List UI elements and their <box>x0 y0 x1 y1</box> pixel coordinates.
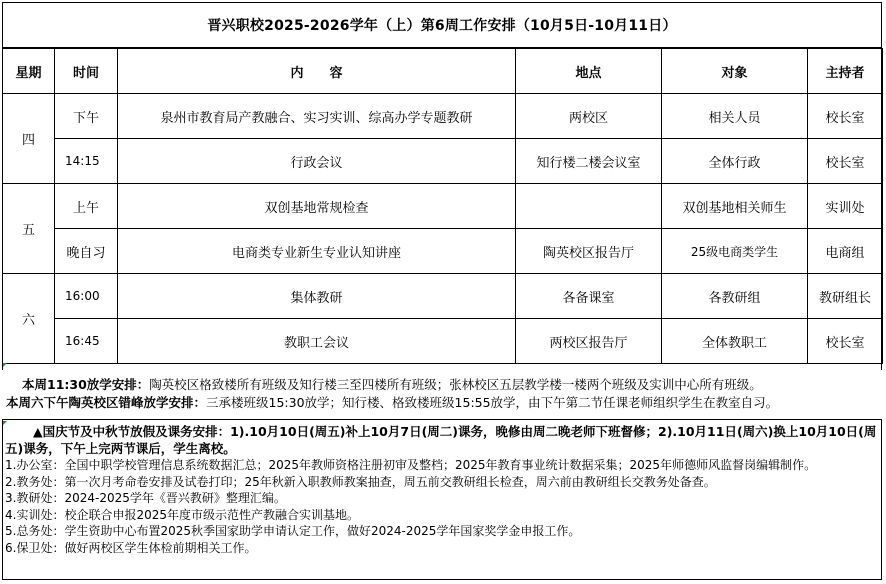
time-cell: 14:15 <box>55 139 118 184</box>
table-row <box>3 139 883 184</box>
content-cell: 泉州市教育局产教融合、实习实训、综高办学专题教研 <box>118 94 516 139</box>
header-time: 时间 <box>55 49 118 94</box>
header-place: 地点 <box>516 49 662 94</box>
schedule-table <box>2 48 883 364</box>
target-cell: 相关人员 <box>662 94 808 139</box>
host-cell: 校长室 <box>808 139 883 184</box>
table-row <box>3 184 883 229</box>
content-cell: 行政会议 <box>118 139 516 184</box>
place-cell: 两校区 <box>516 94 662 139</box>
dept-item-security: 6.保卫处：做好两校区学生体检前期相关工作。 <box>5 540 257 555</box>
host-cell: 校长室 <box>808 94 883 139</box>
holiday-notice <box>2 420 882 580</box>
dept-item-training: 4.实训处：校企联合申报2025年度市级示范性产教融合实训基地。 <box>5 507 359 522</box>
header-target: 对象 <box>662 49 808 94</box>
target-cell: 全体教职工 <box>662 319 808 364</box>
dept-item-general: 5.总务处：学生资助中心布置2025秋季国家助学申请认定工作，做好2024-2025学年国家奖学金申报工作。 <box>5 524 581 539</box>
header-host: 主持者 <box>808 49 883 94</box>
cell-comment-marker <box>3 421 7 425</box>
content-cell: 电商类专业新生专业认知讲座 <box>118 229 516 274</box>
time-cell: 晚自习 <box>55 229 118 274</box>
day-cell: 六 <box>3 274 55 364</box>
content-cell: 双创基地常规检查 <box>118 184 516 229</box>
target-cell: 全体行政 <box>662 139 808 184</box>
table-row <box>3 94 883 139</box>
host-cell: 教研组长 <box>808 274 883 319</box>
header-content: 内 容 <box>118 49 516 94</box>
time-cell: 下午 <box>55 94 118 139</box>
content-cell: 教职工会议 <box>118 319 516 364</box>
holiday-heading-text: ▲国庆节及中秋节放假及课务安排：1).10月10日(周五)补上10月7日(周二)课务，晚修由周二晚老师下班督修；2).10月11日(周六)换上10月10日(周五)课务，下午上完两节课后，学生离校。 <box>5 424 877 456</box>
dismissal-label-2: 本周六下午陶英校区错峰放学安排： <box>6 395 207 410</box>
target-cell: 双创基地相关师生 <box>662 184 808 229</box>
holiday-heading <box>5 423 879 457</box>
dept-item-research: 3.教研处：2024-2025学年《晋兴教研》整理汇编。 <box>5 491 286 506</box>
place-cell: 各备课室 <box>516 274 662 319</box>
time-cell: 16:00 <box>55 274 118 319</box>
place-cell <box>516 184 662 229</box>
time-cell: 16:45 <box>55 319 118 364</box>
host-cell: 电商组 <box>808 229 883 274</box>
dismissal-text-1: 陶英校区格致楼所有班级及知行楼三至四楼所有班级；张林校区五层教学楼一楼两个班级及实训中心所有班级。 <box>149 377 762 392</box>
target-cell: 25级电商类学生 <box>662 229 808 274</box>
dismissal-text-2: 三承楼班级15:30放学；知行楼、格致楼班级15:55放学，由下午第二节任课老师组织学生在教室自习。 <box>206 395 779 410</box>
dismissal-line-1 <box>2 376 882 394</box>
dismissal-line-2 <box>2 394 882 412</box>
header-day: 星期 <box>3 49 55 94</box>
page-title: 晋兴职校2025-2026学年（上）第6周工作安排（10月5日-10月11日） <box>2 2 882 48</box>
table-row <box>3 229 883 274</box>
day-cell: 五 <box>3 184 55 274</box>
dept-item-academic: 2.教务处：第一次月考命卷安排及试卷打印；25年秋新入职教师教案抽查，周五前交教研组长检查，周六前由教研组长交教务处备查。 <box>5 474 716 489</box>
table-row <box>3 319 883 364</box>
header-row <box>3 49 883 94</box>
dismissal-label-1: 本周11:30放学安排： <box>22 377 150 392</box>
table-row <box>3 274 883 319</box>
cell-comment-marker <box>3 363 7 367</box>
target-cell: 各教研组 <box>662 274 808 319</box>
place-cell: 知行楼二楼会议室 <box>516 139 662 184</box>
dismissal-notice <box>2 370 882 420</box>
content-cell: 集体教研 <box>118 274 516 319</box>
host-cell: 校长室 <box>808 319 883 364</box>
time-cell: 上午 <box>55 184 118 229</box>
place-cell: 陶英校区报告厅 <box>516 229 662 274</box>
day-cell: 四 <box>3 94 55 184</box>
host-cell: 实训处 <box>808 184 883 229</box>
place-cell: 两校区报告厅 <box>516 319 662 364</box>
dept-item-office: 1.办公室：全国中职学校管理信息系统数据汇总；2025年教师资格注册初审及整档；2025年教育事业统计数据采集；2025年师德师风监督岗编辑制作。 <box>5 458 817 472</box>
